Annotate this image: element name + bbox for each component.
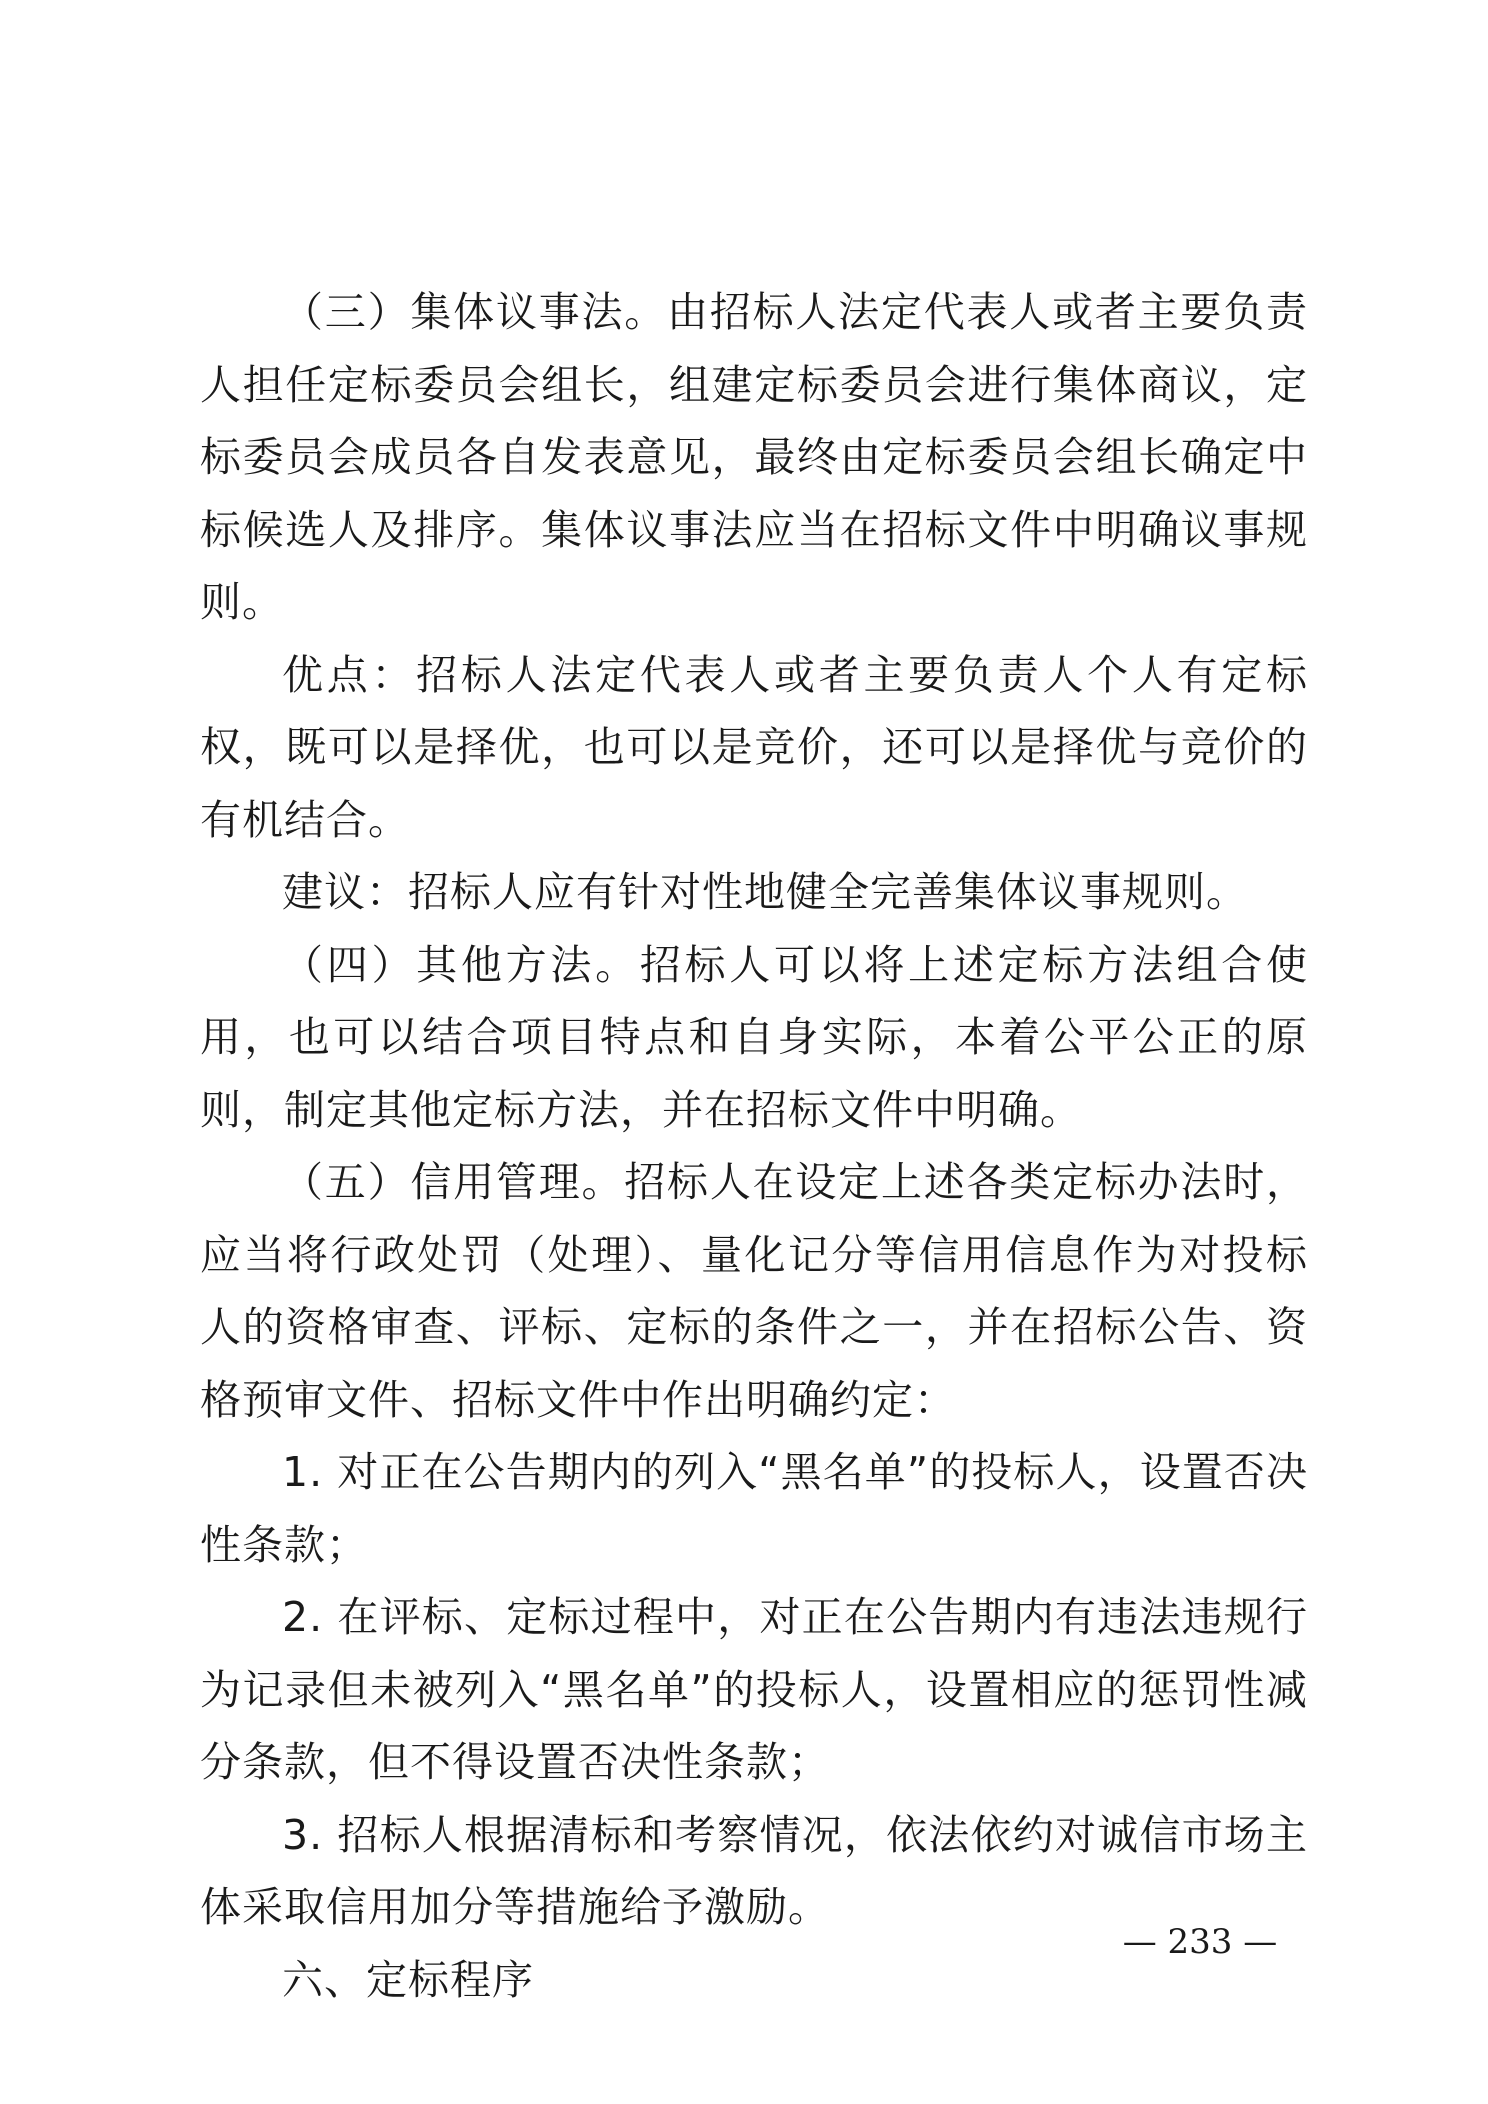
body-text [200,276,1308,2016]
paragraph-other-methods: （四）其他方法。招标人可以将上述定标方法组合使用，也可以结合项目特点和自身实际，本着公平公正的原则，制定其他定标方法，并在招标文件中明确。 [200,940,1308,1134]
page-number: — 233 — [1122,1922,1278,1962]
paragraph-advantages: 优点：招标人法定代表人或者主要负责人个人有定标权，既可以是择优，也可以是竞价，还可以是择优与竞价的有机结合。 [200,650,1308,844]
paragraph-collective-deliberation: （三）集体议事法。由招标人法定代表人或者主要负责人担任定标委员会组长，组建定标委员会进行集体商议，定标委员会成员各自发表意见，最终由定标委员会组长确定中标候选人及排序。集体议事法应当在招标文件中明确议事规则。 [200,288,1308,626]
section-heading-procedure: 六、定标程序 [282,1955,534,2004]
paragraph-credit-management: （五）信用管理。招标人在设定上述各类定标办法时，应当将行政处罚（处理）、量化记分等信用信息作为对投标人的资格审查、评标、定标的条件之一，并在招标公告、资格预审文件、招标文件中作出明确约定： [200,1158,1308,1424]
list-item-1: 1. 对正在公告期内的列入“黑名单”的投标人，设置否决性条款； [200,1448,1308,1569]
list-item-3: 3. 招标人根据清标和考察情况，依法依约对诚信市场主体采取信用加分等措施给予激励。 [200,1810,1308,1931]
paragraph-suggestion: 建议：招标人应有针对性地健全完善集体议事规则。 [282,868,1248,916]
list-item-2: 2. 在评标、定标过程中，对正在公告期内有违法违规行为记录但未被列入“黑名单”的投标人，设置相应的惩罚性减分条款，但不得设置否决性条款； [200,1593,1308,1786]
